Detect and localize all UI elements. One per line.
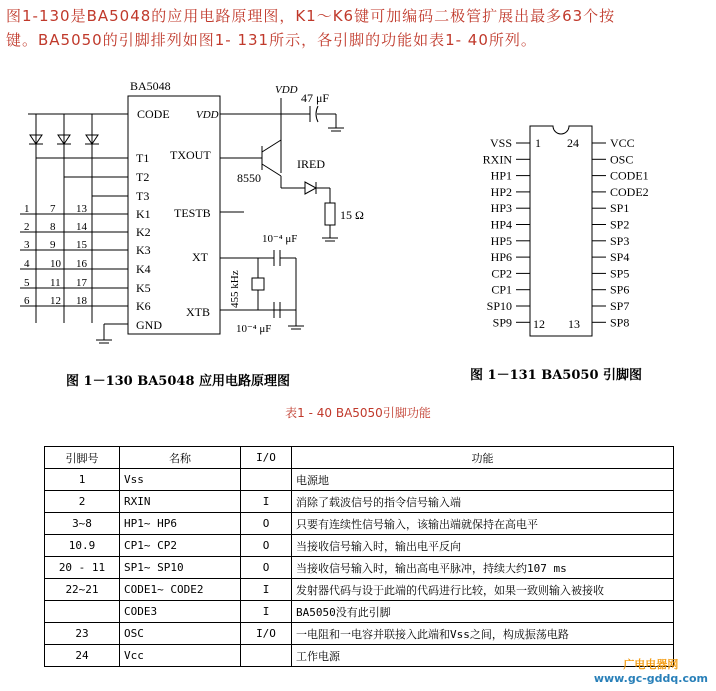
- matrix-number: 8: [50, 221, 56, 233]
- intro-line-1: 图1-130是BA5048的应用电路原理图，K1～K6键可加编码二极管扩展出最多63个按: [6, 7, 616, 25]
- ba5048-name: BA5048: [130, 79, 171, 93]
- pin-cell: 2: [45, 491, 120, 513]
- ba5048-vdd-label: VDD: [196, 109, 219, 121]
- table-row: [45, 601, 674, 623]
- crystal-label: 455 kHz: [229, 270, 241, 308]
- ba5050-left-pin-label: HP3: [490, 201, 512, 216]
- pin-cell: 23: [45, 623, 120, 645]
- ba5048-pin-label: T2: [136, 170, 150, 184]
- ba5048-pin-label: T1: [136, 151, 150, 165]
- pin-24-number: 24: [567, 136, 579, 150]
- watermark-site-name: 广电电器网: [623, 658, 679, 671]
- function-cell: 消除了载波信号的指令信号输入端: [292, 491, 674, 513]
- ba5048-pin-label: K4: [136, 262, 151, 276]
- matrix-number: 12: [50, 295, 61, 307]
- ba5050-right-pin-label: OSC: [610, 152, 634, 167]
- ba5048-pin-label: K2: [136, 225, 151, 239]
- matrix-number: 4: [24, 258, 30, 270]
- ba5050-right-pin-label: SP4: [610, 250, 630, 265]
- ba5050-right-pin-label: SP2: [610, 217, 630, 232]
- ba5050-left-pin-label: HP1: [490, 168, 512, 183]
- ba5050-right-pin-label: SP3: [610, 233, 630, 248]
- transistor-label: 8550: [237, 171, 261, 185]
- function-cell: 发射器代码与设于此端的代码进行比较，如果一致则输入被接收: [292, 579, 674, 601]
- name-cell: HP1~ HP6: [120, 513, 241, 535]
- matrix-number: 10: [50, 258, 61, 270]
- matrix-number: 15: [76, 239, 87, 251]
- function-cell: 一电阻和一电容并联接入此端和Vss之间，构成振荡电路: [292, 623, 674, 645]
- ba5048-pin-label: K1: [136, 207, 151, 221]
- ba5050-left-pin-label: CP1: [491, 282, 512, 297]
- matrix-number: 9: [50, 239, 56, 251]
- ba5050-chip: [530, 126, 592, 336]
- name-cell: Vss: [120, 469, 241, 491]
- figure-1-131: [530, 126, 592, 336]
- io-cell: O: [241, 535, 292, 557]
- ba5050-left-pin-label: HP6: [490, 250, 512, 265]
- ba5048-txout-label: TXOUT: [170, 148, 211, 162]
- pin-cell: 24: [45, 645, 120, 667]
- function-cell: 当接收信号输入时，输出电平反向: [292, 535, 674, 557]
- io-cell: O: [241, 513, 292, 535]
- ba5050-left-pin-label: CP2: [491, 266, 512, 281]
- ba5050-left-pin-label: SP10: [486, 299, 512, 313]
- pin-1-number: 1: [535, 136, 541, 150]
- pin-cell: 22~21: [45, 579, 120, 601]
- ba5050-right-pin-label: SP7: [610, 299, 630, 313]
- ba5048-left-pins: [136, 151, 162, 332]
- table-row: [45, 469, 674, 491]
- matrix-number: 11: [50, 277, 61, 289]
- ba5048-code-label: CODE: [137, 107, 170, 121]
- pin-cell: 3~8: [45, 513, 120, 535]
- table-title: 表1 - 40 BA5050引脚功能: [285, 406, 431, 420]
- io-cell: [241, 645, 292, 667]
- matrix-number: 13: [76, 203, 87, 215]
- header-pin: 引脚号: [45, 447, 120, 469]
- figures: [0, 78, 716, 408]
- resistor-label: 15 Ω: [340, 208, 364, 222]
- ba5050-right-pin-label: VCC: [610, 136, 635, 150]
- matrix-number: 6: [24, 295, 30, 307]
- pin-cell: [45, 601, 120, 623]
- name-cell: RXIN: [120, 491, 241, 513]
- ba5050-right-pin-label: SP5: [610, 266, 630, 281]
- ba5048-pin-label: K3: [136, 243, 151, 257]
- intro-line-2: 键。BA5050的引脚排列如图1- 131所示，各引脚的功能如表1- 40所列。: [6, 31, 537, 49]
- ired-label: IRED: [297, 157, 325, 171]
- header-function: 功能: [292, 447, 674, 469]
- io-cell: I: [241, 491, 292, 513]
- ba5050-right-pin-label: SP6: [610, 282, 630, 297]
- io-cell: I: [241, 601, 292, 623]
- name-cell: CODE1~ CODE2: [120, 579, 241, 601]
- matrix-number: 18: [76, 295, 87, 307]
- name-cell: OSC: [120, 623, 241, 645]
- header-name: 名称: [120, 447, 241, 469]
- ba5048-pin-label: K5: [136, 281, 151, 295]
- ba5050-left-pin-label: VSS: [489, 136, 512, 150]
- ba5050-left-pin-label: HP4: [490, 217, 512, 232]
- pin-cell: 20 - 11: [45, 557, 120, 579]
- pin-cell: 1: [45, 469, 120, 491]
- ba5048-pin-label: GND: [136, 318, 162, 332]
- matrix-number: 14: [76, 221, 87, 233]
- table-row: [45, 579, 674, 601]
- fig-131-caption: 图 1－131 BA5050 引脚图: [470, 368, 643, 383]
- function-cell: BA5050没有此引脚: [292, 601, 674, 623]
- matrix-number: 5: [24, 277, 30, 289]
- table-row: [45, 623, 674, 645]
- pin-function-table: [44, 446, 674, 667]
- watermark: [594, 656, 708, 685]
- ba5050-right-pin-label: CODE1: [610, 168, 649, 183]
- table-header-row: [45, 447, 674, 469]
- ba5050-right-pin-label: SP1: [610, 201, 630, 216]
- io-cell: [241, 469, 292, 491]
- table-row: [45, 535, 674, 557]
- ba5048-pin-label: T3: [136, 189, 150, 203]
- cap-xt-label: 10⁻⁴ μF: [262, 233, 298, 245]
- diode-matrix: [20, 114, 128, 343]
- function-cell: 电源地: [292, 469, 674, 491]
- matrix-number: 16: [76, 258, 87, 270]
- name-cell: CP1~ CP2: [120, 535, 241, 557]
- supply-label: VDD: [275, 84, 298, 96]
- ba5050-pins: [483, 136, 649, 329]
- watermark-url: www.gc-gddq.com: [593, 672, 708, 685]
- function-cell: 只要有连续性信号输入，该输出端就保持在高电平: [292, 513, 674, 535]
- io-cell: I/O: [241, 623, 292, 645]
- name-cell: Vcc: [120, 645, 241, 667]
- name-cell: SP1~ SP10: [120, 557, 241, 579]
- io-cell: O: [241, 557, 292, 579]
- ba5048-xtb-label: XTB: [186, 305, 210, 319]
- cap-47uf-label: 47 μF: [301, 91, 330, 105]
- matrix-number: 7: [50, 203, 56, 215]
- ba5048-testb-label: TESTB: [174, 206, 211, 220]
- function-cell: 工作电源: [292, 645, 674, 667]
- ba5050-left-pin-label: HP5: [490, 233, 512, 248]
- cap-xtb-label: 10⁻⁴ μF: [236, 323, 272, 335]
- fig-130-caption: 图 1－130 BA5048 应用电路原理图: [66, 374, 291, 389]
- intro-text: [6, 4, 712, 52]
- name-cell: CODE3: [120, 601, 241, 623]
- matrix-number: 17: [76, 277, 87, 289]
- table-row: [45, 513, 674, 535]
- pin-13-number: 13: [568, 317, 580, 331]
- ba5050-left-pin-label: RXIN: [482, 152, 512, 167]
- table-row: [45, 557, 674, 579]
- matrix-numbers: [24, 203, 88, 307]
- pin-12-number: 12: [533, 317, 545, 331]
- table-row: [45, 645, 674, 667]
- ba5050-left-pin-label: HP2: [490, 184, 512, 199]
- ba5048-pin-label: K6: [136, 299, 151, 313]
- header-io: I/O: [241, 447, 292, 469]
- table-row: [45, 491, 674, 513]
- pin-cell: 10.9: [45, 535, 120, 557]
- ba5050-left-pin-label: SP9: [492, 315, 512, 330]
- function-cell: 当接收信号输入时，输出高电平脉冲，持续大约107 ms: [292, 557, 674, 579]
- ba5050-right-pin-label: CODE2: [610, 184, 649, 199]
- ba5048-xt-label: XT: [192, 250, 208, 264]
- matrix-number: 2: [24, 221, 30, 233]
- io-cell: I: [241, 579, 292, 601]
- matrix-number: 3: [24, 239, 30, 251]
- matrix-number: 1: [24, 203, 30, 215]
- ba5050-right-pin-label: SP8: [610, 315, 630, 330]
